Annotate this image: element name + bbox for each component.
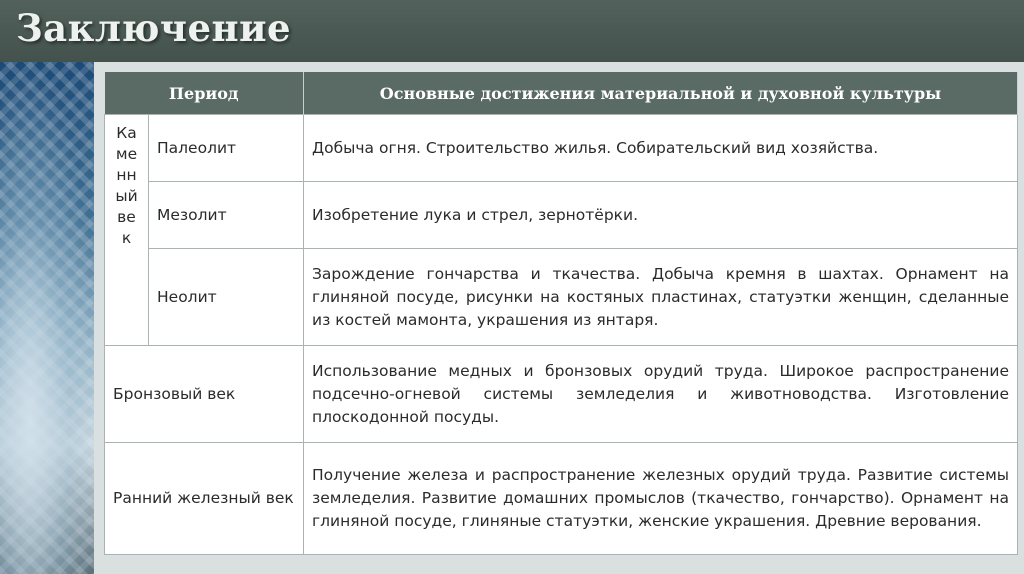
achievement-cell: Добыча огня. Строительство жилья. Собирательский вид хозяйства.: [304, 115, 1018, 182]
stone-age-label-part: к: [121, 229, 132, 247]
stone-age-label-part: ве: [117, 208, 136, 226]
table-row: [105, 249, 1018, 346]
table-row: [105, 182, 1018, 249]
period-cell: Палеолит: [149, 115, 304, 182]
header-achievements: Основные достижения материальной и духовной культуры: [304, 72, 1018, 115]
title-bar: [0, 0, 1024, 62]
achievement-cell: Получение железа и распространение железных орудий труда. Развитие системы земледелия. Развитие домашних промыслов (ткачество, гончарство). Орнамент на глиняной посуде, глиняные статуэтки, женские украшения. Древние верования.: [304, 443, 1018, 555]
table-header-row: [105, 72, 1018, 115]
period-cell: Ранний железный век: [105, 443, 304, 555]
table-row: [105, 443, 1018, 555]
period-cell: Мезолит: [149, 182, 304, 249]
table-row: [105, 346, 1018, 443]
stone-age-label-part: ый: [115, 187, 138, 205]
stone-age-label-part: ме: [115, 145, 138, 163]
stone-age-label-part: нн: [116, 166, 137, 184]
stone-age-label-part: Ка: [116, 124, 137, 142]
slide-title: Заключение: [16, 6, 292, 50]
culture-periods-table: [104, 72, 1018, 555]
achievement-cell: Изобретение лука и стрел, зернотёрки.: [304, 182, 1018, 249]
decorative-side-image: [0, 62, 100, 574]
achievement-cell: Использование медных и бронзовых орудий труда. Широкое распространение подсечно-огневой системы земледелия и животноводства. Изготовление плоскодонной посуды.: [304, 346, 1018, 443]
stone-age-cell: [105, 115, 149, 346]
header-period: Период: [105, 72, 304, 115]
table-row: [105, 115, 1018, 182]
achievement-cell: Зарождение гончарства и ткачества. Добыча кремня в шахтах. Орнамент на глиняной посуде, рисунки на костяных пластинах, статуэтки женщин, сделанные из костей мамонта, украшения из янтаря.: [304, 249, 1018, 346]
period-cell: Бронзовый век: [105, 346, 304, 443]
period-cell: Неолит: [149, 249, 304, 346]
